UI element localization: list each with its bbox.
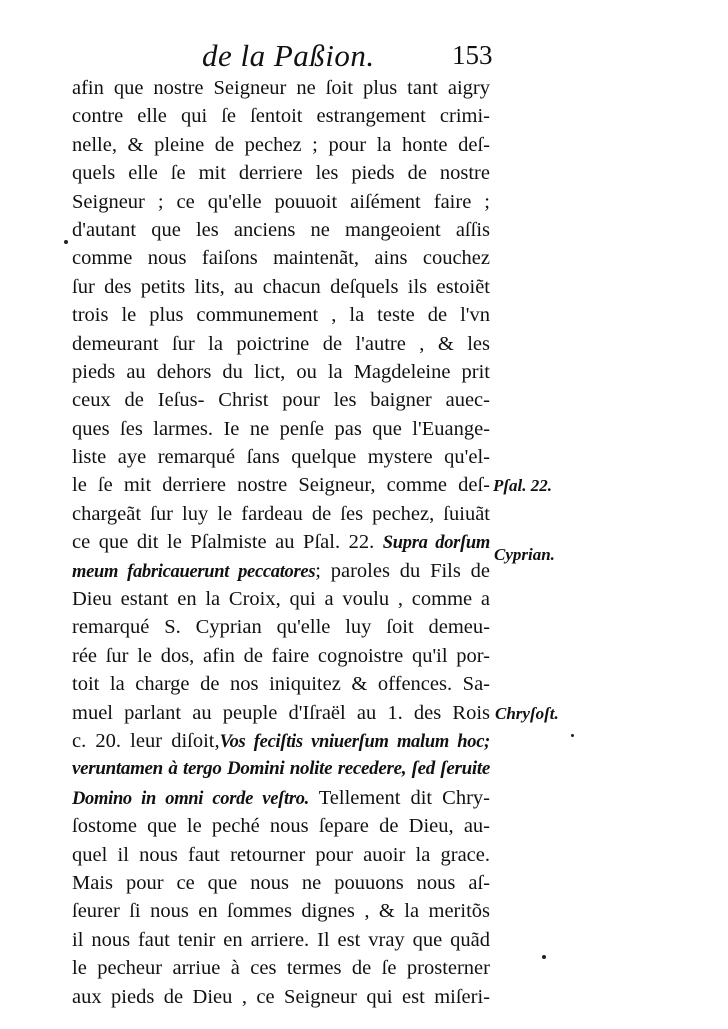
text-segment: c. 20. leur diſoit,	[72, 729, 220, 752]
marginal-note-cyprian: Cyprian.	[494, 545, 555, 564]
marginal-note-chrysostom: Chryſoſt.	[495, 704, 559, 723]
text-line: d'autant que les anciens ne mangeoient aſſis	[72, 218, 490, 241]
text-line: veruntamen à tergo Domini nolite recedere, ſed ſeruite	[72, 758, 490, 780]
text-line: ſostome que le peché nous ſepare de Dieu, au-	[72, 815, 490, 838]
text-line: quel il nous faut retourner pour auoir la grace.	[72, 843, 490, 866]
text-line: quels elle ſe mit derriere les pieds de nostre	[72, 162, 490, 185]
body-text	[72, 74, 490, 1011]
text-line: le ſe mit derriere nostre Seigneur, comme deſ-	[72, 474, 490, 497]
text-line: rée ſur le dos, afin de faire cognoistre qu'il por-	[72, 644, 490, 667]
text-line: Mais pour ce que nous ne pouuons nous aſ-	[72, 871, 490, 894]
latin-quote: Domino in omni corde veſtro.	[72, 788, 309, 809]
text-line: trois le plus communement , la teste de l'vn	[72, 304, 490, 327]
text-line: il nous faut tenir en arriere. Il est vray que quãd	[72, 928, 490, 951]
text-line: Seigneur ; ce qu'elle pouuoit aiſément faire ;	[72, 190, 490, 213]
text-line: demeurant ſur la poictrine de l'autre , & les	[72, 332, 490, 355]
ink-speck	[542, 955, 546, 959]
text-line: ſur des petits lits, au chacun deſquels ils estoiẽt	[72, 275, 490, 298]
ink-speck	[571, 734, 574, 737]
latin-quote: meum fabricauerunt peccatores	[72, 561, 316, 582]
text-line	[72, 784, 490, 812]
ink-speck	[64, 240, 68, 244]
text-line: le pecheur arriue à ces termes de ſe prosterner	[72, 957, 490, 980]
text-line: contre elle qui ſe ſentoit estrangement crimi-	[72, 105, 490, 128]
text-segment: ; paroles du Fils de	[315, 559, 491, 582]
running-title: de la Paßion.	[202, 38, 375, 73]
text-line	[72, 727, 490, 755]
text-line: pieds au dehors du lict, ou la Magdeleine prit	[72, 360, 490, 383]
latin-quote: Vos feciſtis vniuerſum malum hoc;	[219, 731, 490, 752]
text-line: ceux de Ieſus- Christ pour les baigner auec-	[72, 389, 490, 412]
text-segment: Tellement dit Chry-	[318, 786, 491, 809]
text-line: aux pieds de Dieu , ce Seigneur qui est miſeri-	[72, 985, 490, 1008]
text-line: muel parlant au peuple d'Iſraël au 1. des Rois	[72, 701, 490, 724]
text-line: ques ſes larmes. Ie ne penſe pas que l'Euange-	[72, 417, 490, 440]
text-segment: ce que dit le Pſalmiste au Pſal. 22.	[72, 531, 375, 554]
text-line: remarqué S. Cyprian qu'elle luy ſoit demeu-	[72, 616, 490, 639]
text-line: ſeurer ſi nous en ſommes dignes , & la meritõs	[72, 900, 490, 923]
text-line: toit la charge de nos iniquitez & offences. Sa-	[72, 673, 490, 696]
text-line: liste aye remarqué ſans quelque mystere qu'el-	[72, 446, 490, 469]
text-line: nelle, & pleine de pechez ; pour la honte deſ-	[72, 133, 490, 156]
text-line: Dieu estant en la Croix, qui a voulu , comme a	[72, 588, 490, 611]
text-line: chargeãt ſur luy le fardeau de ſes pechez, ſuiuãt	[72, 502, 490, 525]
latin-quote: Supra dorſum	[382, 533, 491, 554]
page-number: 153	[452, 40, 493, 70]
marginal-note-psalm: Pſal. 22.	[493, 476, 553, 495]
text-line: comme nous faiſons maintenãt, ains couchez	[72, 247, 490, 270]
text-line	[72, 557, 490, 585]
text-line: afin que nostre Seigneur ne ſoit plus tant aigry	[72, 77, 490, 99]
text-line	[72, 528, 490, 556]
